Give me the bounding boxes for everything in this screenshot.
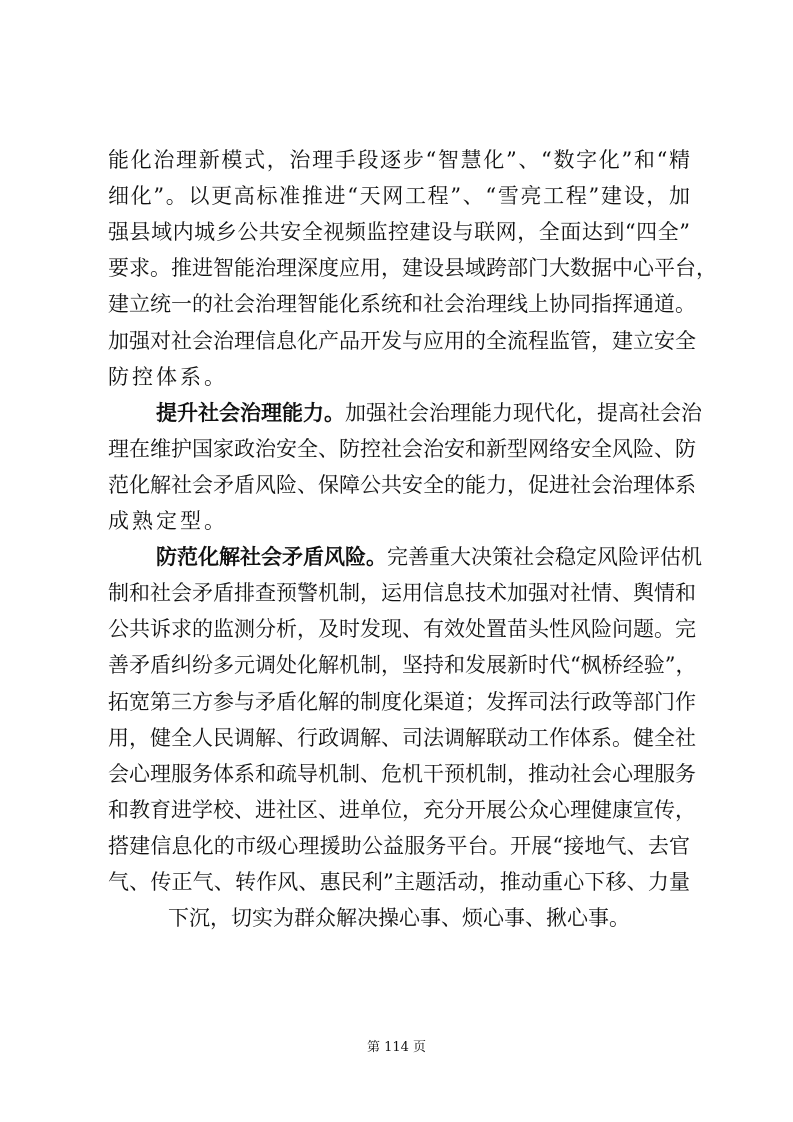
text-line: 和教育进学校、进社区、进单位，充分开展公众心理健康宣传， <box>108 797 696 822</box>
text-line: 气、传正气、转作风、惠民利”主题活动，推动重心下移、力量 <box>108 870 690 894</box>
text-line: 搭建信息化的市级心理援助公益服务平台。开展“接地气、去官 <box>108 833 690 858</box>
text-line: 善矛盾纠纷多元调处化解机制，坚持和发展新时代“枫桥经验”， <box>108 653 697 678</box>
paragraph-first-line <box>108 539 702 575</box>
paragraph-text: 加强社会治理能力现代化，提高社会治 <box>345 400 702 425</box>
text-line: 拓宽第三方参与矛盾化解的制度化渠道；发挥司法行政等部门作 <box>108 689 696 714</box>
paragraph-heading: 提升社会治理能力。 <box>156 399 345 425</box>
text-line: 理在维护国家政治安全、防控社会治安和新型网络安全风险、防 <box>108 436 696 461</box>
paragraph-first-line <box>108 395 702 431</box>
text-line: 范化解社会矛盾风险、保障公共安全的能力，促进社会治理体系 <box>108 472 696 497</box>
text-line: 能化治理新模式，治理手段逐步“智慧化”、“数字化”和“精 <box>108 148 690 172</box>
page-number: 第 114 页 <box>366 1040 427 1055</box>
text-line: 强县域内城乡公共安全视频监控建设与联网，全面达到“四全” <box>108 220 690 245</box>
text-line: 会心理服务体系和疏导机制、危机干预机制，推动社会心理服务 <box>108 761 696 786</box>
text-line: 要求。推进智能治理深度应用，建设县域跨部门大数据中心平台， <box>108 256 717 281</box>
text-line: 细化”。以更高标准推进“天网工程”、“雪亮工程”建设，加 <box>108 184 690 209</box>
text-line: 加强对社会治理信息化产品开发与应用的全流程监管，建立安全 <box>108 328 696 353</box>
text-line: 制和社会矛盾排查预警机制，运用信息技术加强对社情、舆情和 <box>108 581 696 606</box>
paragraph-heading: 防范化解社会矛盾风险。 <box>156 544 387 570</box>
text-line: 防控体系。 <box>108 364 228 389</box>
text-line: 成熟定型。 <box>108 509 228 533</box>
text-line: 用，健全人民调解、行政调解、司法调解联动工作体系。健全社 <box>108 725 696 750</box>
text-line: 公共诉求的监测分析，及时发现、有效处置苗头性风险问题。完 <box>108 617 696 642</box>
text-line: 建立统一的社会治理智能化系统和社会治理线上协同指挥通道。 <box>108 292 696 317</box>
paragraph-text: 完善重大决策社会稳定风险评估机 <box>387 545 702 570</box>
text-line: 下沉，切实为群众解决操心事、烦心事、揪心事。 <box>168 906 630 931</box>
